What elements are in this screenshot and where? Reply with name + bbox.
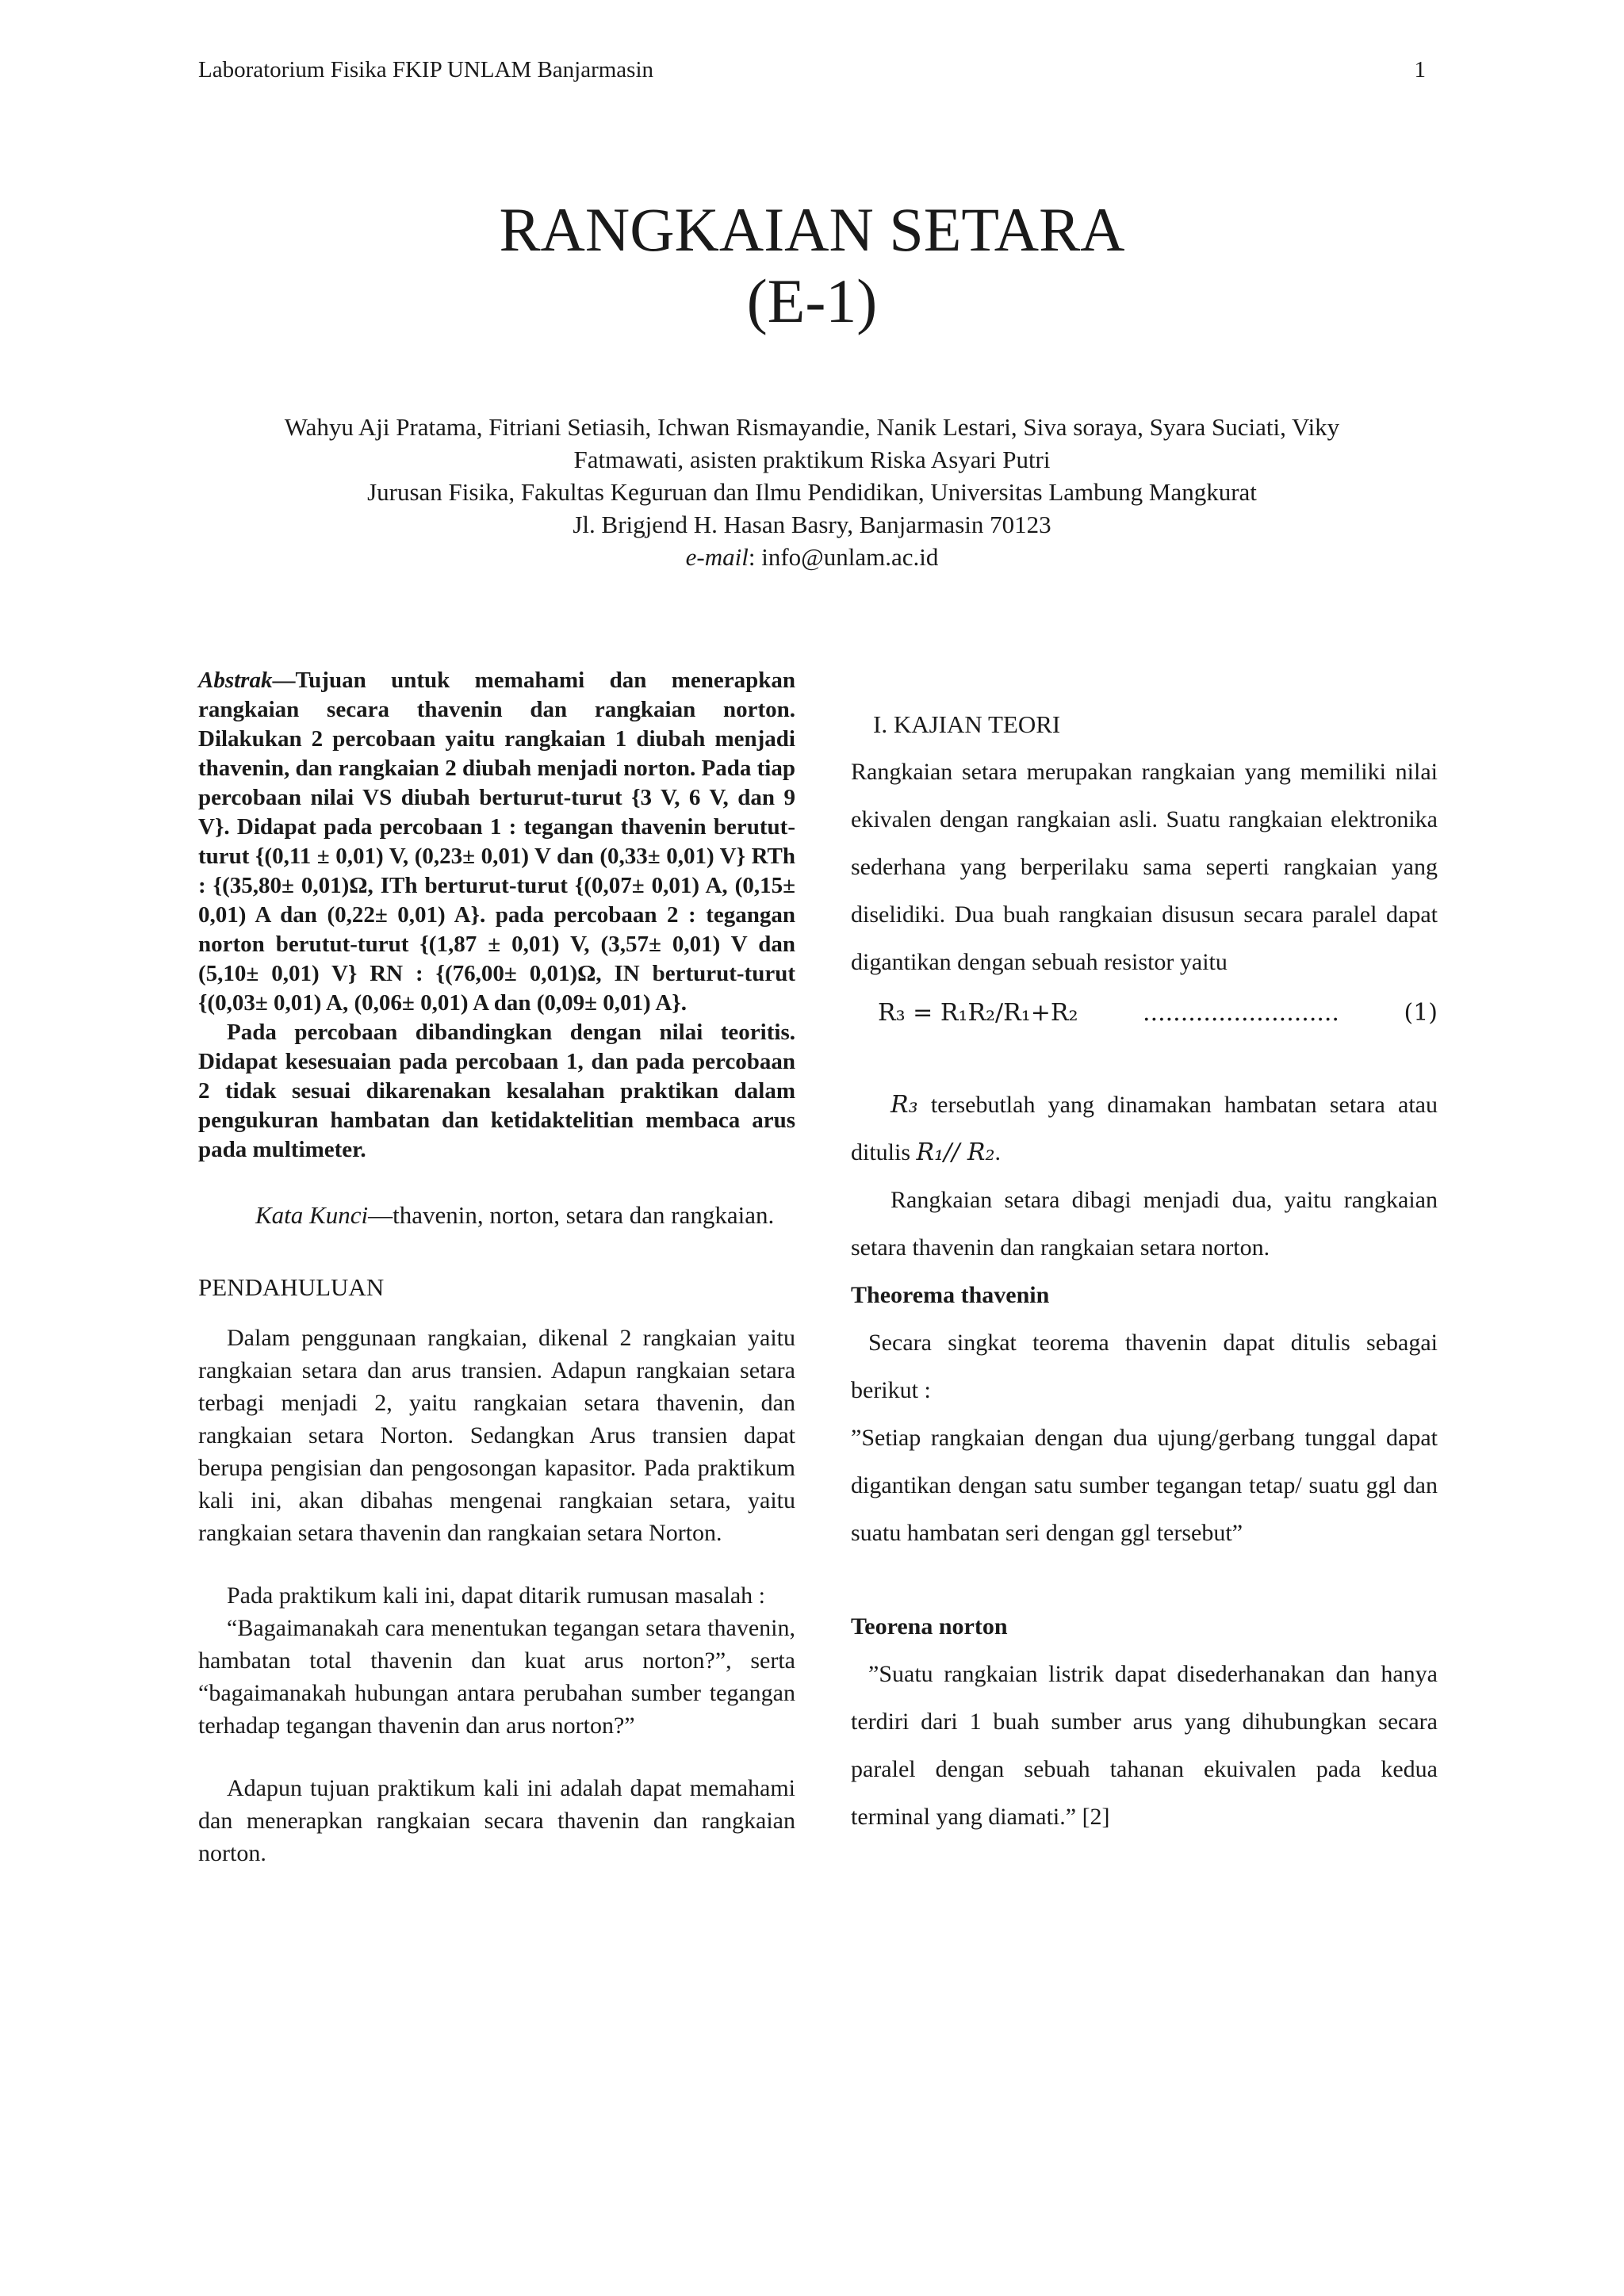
keywords-label: Kata Kunci bbox=[255, 1201, 369, 1229]
theory-paragraph-1: Rangkaian setara merupakan rangkaian yang memiliki nilai ekivalen dengan rangkaian asli. Suatu rangkaian elektronika sederhana yang berperilaku sama seperti rangkaian yang diselidiki. Dua buah rangkaian disusun secara paralel dapat digantikan dengan sebuah resistor yaitu bbox=[851, 759, 1438, 975]
thavenin-quote: ”Setiap rangkaian dengan dua ujung/gerbang tunggal dapat digantikan dengan satu sumber tegangan tetap/ suatu ggl dan suatu hambatan seri dengan ggl tersebut” bbox=[851, 1425, 1438, 1546]
intro-paragraph-2: Pada praktikum kali ini, dapat ditarik rumusan masalah : bbox=[227, 1582, 765, 1609]
address: Jl. Brigjend H. Hasan Basry, Banjarmasin 70123 bbox=[573, 511, 1051, 538]
header-lab-name: Laboratorium Fisika FKIP UNLAM Banjarmasin bbox=[198, 57, 654, 82]
abstract-label: Abstrak bbox=[198, 668, 273, 693]
intro-research-question: “Bagaimanakah cara menentukan tegangan setara thavenin, hambatan total thavenin dan kuat arus norton?”, serta “bagaimanakah hubungan antara perubahan sumber tegangan terhadap tegangan thavenin dan arus norton?” bbox=[198, 1615, 795, 1739]
symbol-parallel: R₁// R₂ bbox=[916, 1138, 995, 1166]
theory-paragraph-2-text: tersebutlah yang dinamakan hambatan setara atau ditulis bbox=[851, 1092, 1438, 1165]
email-address: : info@unlam.ac.id bbox=[748, 543, 939, 571]
section-heading-kajian-teori: I. KAJIAN TEORI bbox=[873, 710, 1061, 738]
abstract-paragraph-2: Pada percobaan dibandingkan dengan nilai teoritis. Didapat kesesuaian pada percobaan 1, dan pada percobaan 2 tidak sesuai dikarenakan kesalahan praktikan dalam pengukuran hambatan dan ketidaktelitian membaca arus pada multimeter. bbox=[198, 1020, 795, 1162]
paper-title bbox=[0, 194, 1624, 337]
subheading-thavenin: Theorema thavenin bbox=[851, 1282, 1050, 1308]
keywords bbox=[198, 1198, 795, 1232]
subheading-norton: Teorena norton bbox=[851, 1613, 1008, 1640]
author-names-cont: Fatmawati, asisten praktikum Riska Asyari Putri bbox=[573, 446, 1051, 473]
page-number: 1 bbox=[1414, 57, 1426, 82]
title-line-1: RANGKAIAN SETARA bbox=[499, 195, 1125, 264]
section-heading-pendahuluan: PENDAHULUAN bbox=[198, 1273, 385, 1301]
left-column bbox=[198, 666, 795, 1869]
theory-paragraph-2 bbox=[851, 1081, 1438, 1177]
equation-dots: .......................... bbox=[1143, 999, 1339, 1027]
author-names: Wahyu Aji Pratama, Fitriani Setiasih, Ichwan Rismayandie, Nanik Lestari, Siva soraya, Syara Suciati, Viky bbox=[284, 413, 1340, 441]
author-block bbox=[222, 411, 1402, 573]
equation-1 bbox=[878, 989, 1438, 1037]
norton-quote: ”Suatu rangkaian listrik dapat disederhanakan dan hanya terdiri dari 1 buah sumber arus yang dihubungkan secara paralel dengan sebuah tahanan ekuivalen pada kedua terminal yang diamati.” [2] bbox=[851, 1661, 1438, 1830]
symbol-r3: R₃ bbox=[891, 1091, 918, 1119]
abstract-paragraph-1 bbox=[198, 666, 795, 1018]
intro-paragraph-goal: Adapun tujuan praktikum kali ini adalah dapat memahami dan menerapkan rangkaian secara thavenin dan rangkaian norton. bbox=[198, 1775, 795, 1866]
abstract-text-1: —Tujuan untuk memahami dan menerapkan rangkaian secara thavenin dan rangkaian norton. Dilakukan 2 percobaan yaitu rangkaian 1 diubah menjadi thavenin, dan rangkaian 2 diubah menjadi norton. Pada tiap percobaan nilai VS diubah berturut-turut {3 V, 6 V, dan 9 V}. Didapat pada percobaan 1 : tegangan thavenin berutut-turut {(0,11 ± 0,01) V, (0,23± 0,01) V dan (0,33± 0,01) V} RTh : {(35,80± 0,01)Ω, ITh berturut-turut {(0,07± 0,01) A, (0,15± 0,01) A dan (0,22± 0,01) A}. pada percobaan 2 : tegangan norton berutut-turut {(1,87 ± 0,01) V, (3,57± 0,01) V dan (5,10± 0,01) V} RN : {(76,00± 0,01)Ω, IN berturut-turut {(0,03± 0,01) A, (0,06± 0,01) A dan (0,09± 0,01) A}. bbox=[198, 668, 795, 1016]
abstract bbox=[198, 666, 795, 1165]
title-line-2: (E-1) bbox=[746, 266, 878, 335]
equation-number: (1) bbox=[1404, 999, 1438, 1027]
intro-paragraph-1: Dalam penggunaan rangkaian, dikenal 2 rangkaian yaitu rangkaian setara dan arus transien. Adapun rangkaian setara terbagi menjadi 2, yaitu rangkaian setara thavenin, dan rangkaian setara Norton. Sedangkan Arus transien dapat berupa pengisian dan pengosongan kapasitor. Pada praktikum kali ini, akan dibahas mengenai rangkaian setara, yaitu rangkaian setara thavenin dan rangkaian setara Norton. bbox=[198, 1325, 795, 1546]
email-label: e-mail bbox=[685, 543, 749, 571]
affiliation: Jurusan Fisika, Fakultas Keguruan dan Ilmu Pendidikan, Universitas Lambung Mangkurat bbox=[367, 478, 1257, 506]
email bbox=[222, 541, 1402, 573]
equation-formula: R₃ = R₁R₂/R₁+R₂ bbox=[878, 999, 1078, 1027]
thavenin-paragraph-1: Secara singkat teorema thavenin dapat ditulis sebagai berikut : bbox=[851, 1330, 1438, 1403]
running-header bbox=[198, 57, 1426, 97]
theory-paragraph-3: Rangkaian setara dibagi menjadi dua, yaitu rangkaian setara thavenin dan rangkaian setara norton. bbox=[851, 1187, 1438, 1261]
theory-paragraph-2-end: . bbox=[994, 1139, 1001, 1165]
keywords-text: —thavenin, norton, setara dan rangkaian. bbox=[368, 1201, 775, 1229]
right-column bbox=[851, 666, 1438, 1841]
